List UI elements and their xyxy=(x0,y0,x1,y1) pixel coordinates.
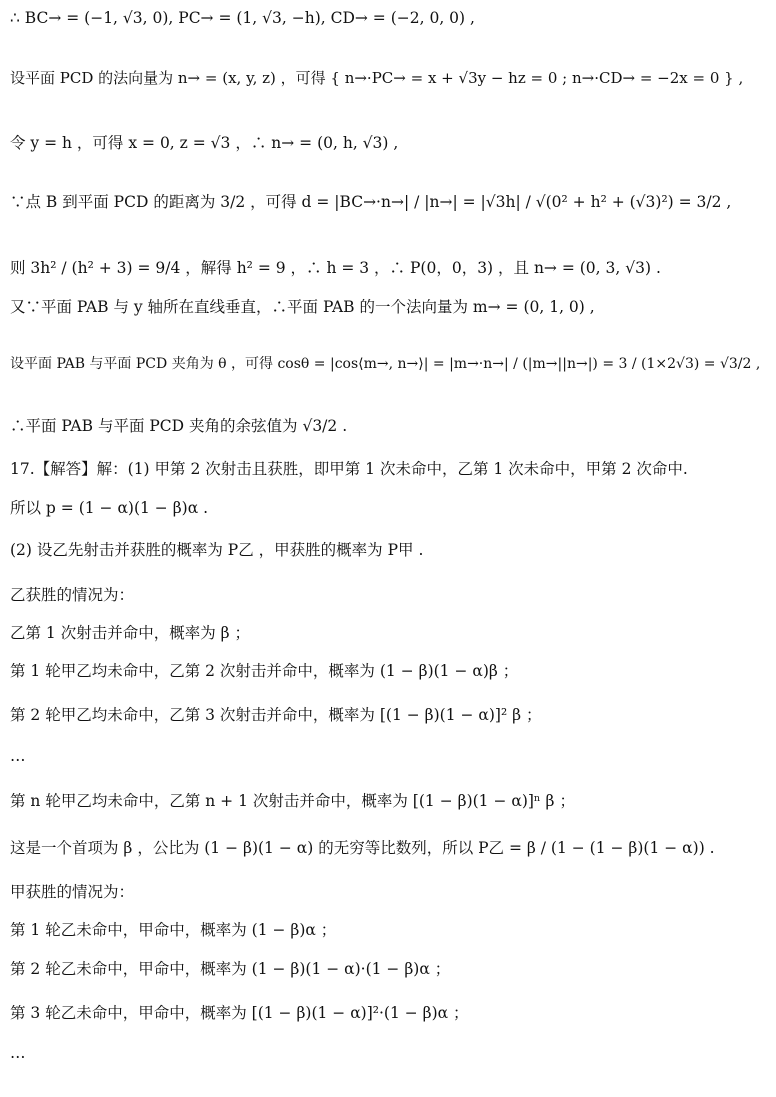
jia-case-3: 第 3 轮乙未命中，甲命中，概率为 [(1 − β)(1 − α)]²·(1 − β)α ； xyxy=(10,1004,469,1022)
jia-case-1: 第 1 轮乙未命中，甲命中，概率为 (1 − β)α ； xyxy=(10,921,337,939)
solve-h-line: 则 3h² / (h² + 3) = 9/4 ，解得 h² = 9 ，∴ h = 3 ，∴ P(0，0，3) ，且 n→ = (0, 3, √3) . xyxy=(10,259,661,277)
yi-case-2: 第 1 轮甲乙均未命中，乙第 2 次射击并命中，概率为 (1 − β)(1 − α)β ； xyxy=(10,662,519,680)
jia-case-2: 第 2 轮乙未命中，甲命中，概率为 (1 − β)(1 − α)·(1 − β)α ； xyxy=(10,960,451,978)
yi-case-n: 第 n 轮甲乙均未命中，乙第 n + 1 次射击并命中，概率为 [(1 − β)(1 − α)]ⁿ β ； xyxy=(10,792,575,810)
cos-theta-line: 设平面 PAB 与平面 PCD 夹角为 θ ，可得 cosθ = |cos⟨m→, n→⟩| = |m→·n→| / (|m→||n→|) = 3 / (1×2√3) = √3/2 , xyxy=(10,356,761,372)
cosine-result-line: ∴平面 PAB 与平面 PCD 夹角的余弦值为 √3/2 . xyxy=(10,417,348,435)
yi-ellipsis: … xyxy=(10,747,26,765)
vectors-line: ∴ BC→ = (−1, √3, 0), PC→ = (1, √3, −h), CD→ = (−2, 0, 0) , xyxy=(10,9,475,27)
yi-case-1: 乙第 1 次射击并命中，概率为 β ； xyxy=(10,624,251,642)
pab-normal-line: 又∵平面 PAB 与 y 轴所在直线垂直，∴平面 PAB 的一个法向量为 m→ = (0, 1, 0) , xyxy=(10,298,595,316)
yi-win-heading: 乙获胜的情况为： xyxy=(10,586,135,604)
distance-line: ∵点 B 到平面 PCD 的距离为 3/2 ，可得 d = |BC→·n→| / |n→| = |√3h| / √(0² + h² + (√3)²) = 3/2 , xyxy=(10,193,732,211)
q17-part1-line: 17.【解答】解：(1) 甲第 2 次射击且获胜，即甲第 1 次未命中，乙第 1 次未命中，甲第 2 次命中. xyxy=(10,460,688,478)
yi-case-3: 第 2 轮甲乙均未命中，乙第 3 次射击并命中，概率为 [(1 − β)(1 − α)]² β ； xyxy=(10,706,542,724)
jia-ellipsis: … xyxy=(10,1044,26,1062)
yi-series-sum: 这是一个首项为 β ，公比为 (1 − β)(1 − α) 的无穷等比数列，所以 P乙 = β / (1 − (1 − β)(1 − α)) . xyxy=(10,839,715,857)
jia-win-heading: 甲获胜的情况为： xyxy=(10,883,135,901)
q17-p-line: 所以 p = (1 − α)(1 − β)α . xyxy=(10,499,209,517)
q17-part2-line: (2) 设乙先射击并获胜的概率为 P乙 ，甲获胜的概率为 P甲 . xyxy=(10,541,424,559)
normal-vector-line: 设平面 PCD 的法向量为 n→ = (x, y, z) ，可得 { n→·PC→ = x + √3y − hz = 0 ; n→·CD→ = −2x = 0 } , xyxy=(10,69,744,87)
set-y-line: 令 y = h ，可得 x = 0, z = √3 ，∴ n→ = (0, h, √3) , xyxy=(10,134,399,152)
